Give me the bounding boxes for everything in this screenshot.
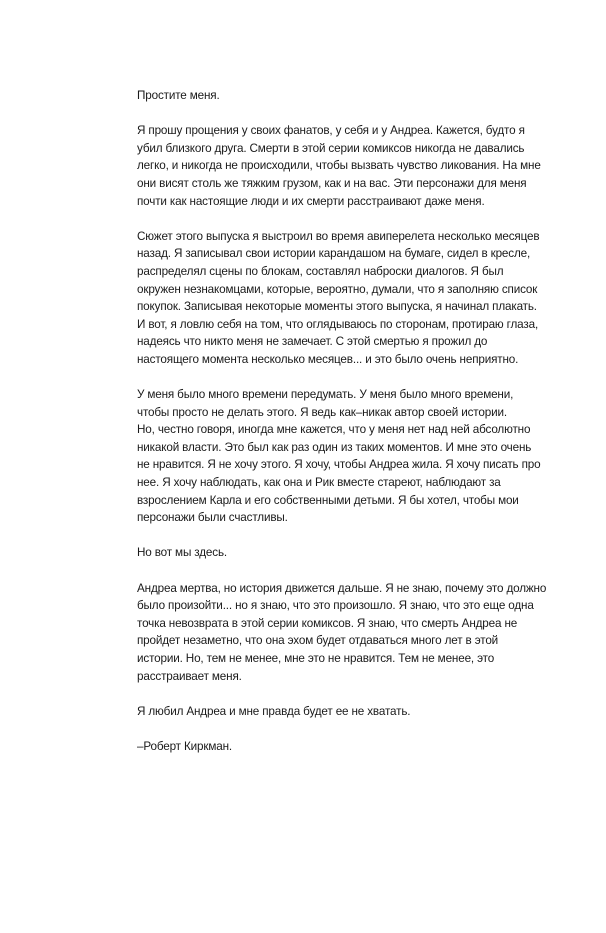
paragraph-time: [137, 386, 541, 527]
text-line: настоящего момента несколько месяцев... и это было очень неприятно.: [137, 352, 519, 366]
text-line: Я прошу прощения у своих фанатов, у себя и у Андреа. Кажется, будто я: [137, 124, 525, 138]
signature-line: [137, 738, 517, 756]
text-line: взрослением Карла и его собственными детьми. Я бы хотел, чтобы мои: [137, 493, 519, 507]
paragraph-here: [137, 544, 517, 562]
text-line: пройдет незаметно, что она эхом будет отдаваться много лет в этой: [137, 634, 499, 648]
paragraph-plot: [137, 228, 540, 369]
text-line: не нравится. Я не хочу этого. Я хочу, чтобы Андреа жила. Я хочу писать про: [137, 458, 541, 472]
text-line: нее. Я хочу наблюдать, как она и Рик вместе стареют, наблюдают за: [137, 476, 501, 490]
text-line: точка невозврата в этой серии комиксов. Я знаю, что смерть Андреа не: [137, 616, 518, 630]
text-line: Но вот мы здесь.: [137, 546, 227, 560]
author-signature: –Роберт Киркман.: [137, 739, 232, 753]
text-line: они висят столь же тяжким грузом, как и на вас. Эти персонажи для меня: [137, 176, 527, 190]
text-line: легко, и никогда не происходили, чтобы вызвать чувство ликования. На мне: [137, 159, 541, 173]
text-line: Сюжет этого выпуска я выстроил во время авиперелета несколько месяцев: [137, 229, 540, 243]
text-line: убил близкого друга. Смерти в этой серии комиксов никогда не давались: [137, 141, 525, 155]
paragraph-fans: [137, 122, 541, 210]
letter-body: [137, 87, 547, 773]
text-line: чтобы просто не делать этого. Я ведь как–никак автор своей истории.: [137, 405, 507, 419]
text-line: было произойти... но я знаю, что это произошло. Я знаю, что это еще одна: [137, 599, 534, 613]
text-line: назад. Я записывал свои истории карандашом на бумаге, сидел в кресле,: [137, 247, 531, 261]
text-line: распределял сцены по блокам, составлял наброски диалогов. Я был: [137, 264, 504, 278]
text-line: надеясь что никто меня не замечает. С этой смертью я прожил до: [137, 335, 488, 349]
text-line: И вот, я ловлю себя на том, что оглядываюсь по сторонам, протираю глаза,: [137, 317, 539, 331]
text-line: окружен незнакомцами, которые, вероятно, думали, что я заполняю список: [137, 282, 538, 296]
text-line: персонажи были счастливы.: [137, 511, 288, 525]
text-line: почти как настоящие люди и их смерти расстраивают даже меня.: [137, 194, 485, 208]
text-line: покупок. Записывая некоторые моменты этого выпуска, я начинал плакать.: [137, 300, 537, 314]
text-line: расстраивает меня.: [137, 669, 242, 683]
text-line: Но, честно говоря, иногда мне кажется, что у меня нет над ней абсолютно: [137, 423, 531, 437]
text-line: никакой власти. Это был как раз один из таких моментов. И мне это очень: [137, 440, 532, 454]
paragraph-apology: [137, 87, 517, 105]
text-line: У меня было много времени передумать. У меня было много времени,: [137, 388, 514, 402]
text-line: Я любил Андреа и мне правда будет ее не хватать.: [137, 704, 411, 718]
text-line: Простите меня.: [137, 89, 220, 102]
text-line: Андреа мертва, но история движется дальше. Я не знаю, почему это должно: [137, 581, 547, 595]
paragraph-loved: [137, 703, 517, 721]
text-line: истории. Но, тем не менее, мне это не нравится. Тем не менее, это: [137, 652, 495, 665]
paragraph-story-moves: [137, 580, 547, 686]
